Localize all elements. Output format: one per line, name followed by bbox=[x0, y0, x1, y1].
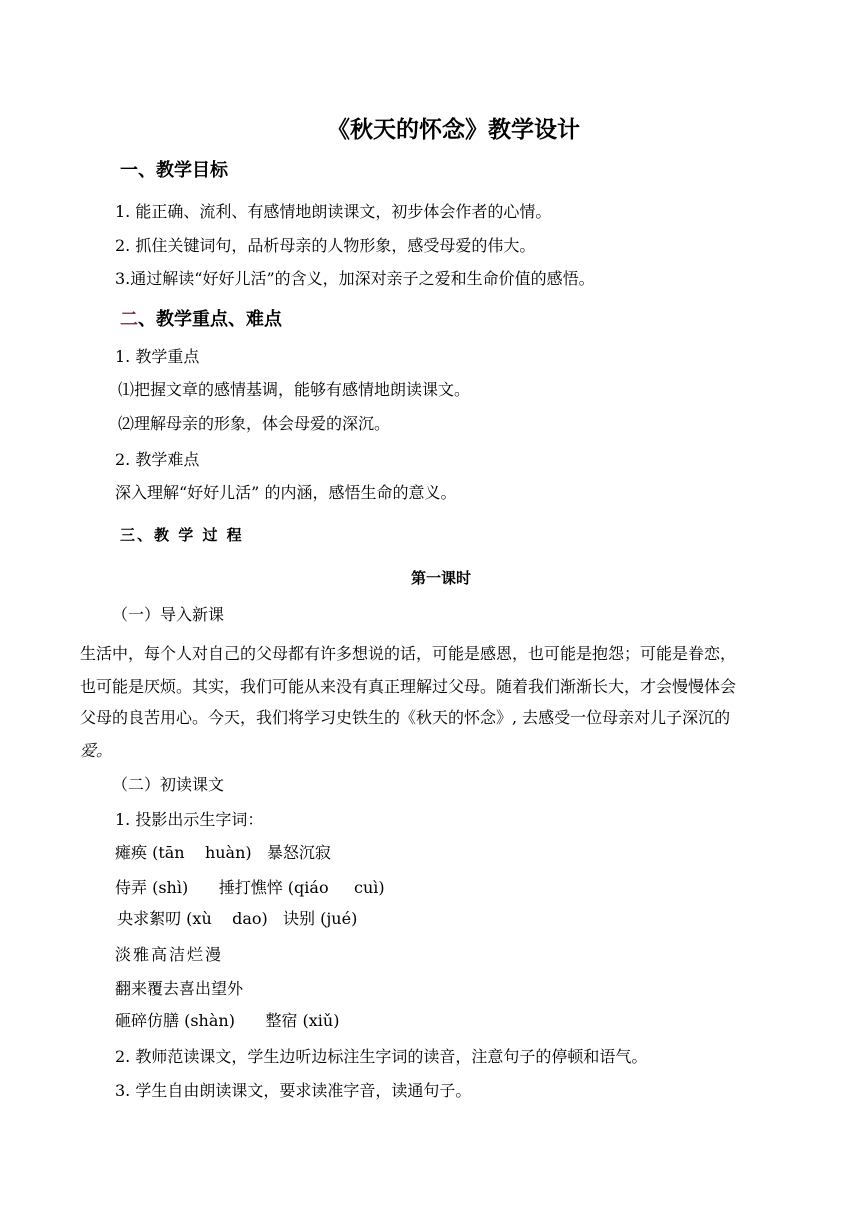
intro-paragraph-line-2: 也可能是厌烦。其实，我们可能从来没有真正理解过父母。随着我们渐渐长大，才会慢慢体会 bbox=[80, 677, 737, 696]
objective-item-1: 1. 能正确、流利、有感情地朗读课文，初步体会作者的心情。 bbox=[115, 202, 552, 221]
part-label-intro: （一）导入新课 bbox=[112, 605, 225, 624]
vocab-line-2: 侍弄 (shì) 捶打憔悴 (qiáo cuì) bbox=[115, 878, 385, 897]
key-point-item-2: ⑵理解母亲的形象，体会母爱的深沉。 bbox=[118, 414, 391, 433]
part-label-first-reading: （二）初读课文 bbox=[112, 775, 225, 794]
section-heading-key-points bbox=[120, 308, 282, 332]
difficulty-text: 深入理解“好好儿活” 的内涵，感悟生命的意义。 bbox=[115, 483, 457, 502]
step-3-text: 3. 学生自由朗读课文，要求读准字音，读通句子。 bbox=[115, 1081, 472, 1100]
vocab-line-3: 央求絮叨 (xù dao) 诀别 (jué) bbox=[112, 909, 358, 928]
step-2-text: 2. 教师范读课文，学生边听边标注生字词的读音，注意句子的停顿和语气。 bbox=[115, 1047, 648, 1066]
vocab-line-6: 砸碎仿膳 (shàn) 整宿 (xiǔ) bbox=[115, 1011, 340, 1030]
objective-item-3: 3.通过解读“好好儿活”的含义，加深对亲子之爱和生命价值的感悟。 bbox=[115, 269, 595, 288]
objective-item-2: 2. 抓住关键词句，品析母亲的人物形象，感受母爱的伟大。 bbox=[115, 236, 536, 255]
section-heading-objectives: 一、教学目标 bbox=[120, 160, 228, 181]
intro-paragraph-line-4: 爱。 bbox=[80, 741, 113, 760]
difficulty-label: 2. 教学难点 bbox=[115, 450, 200, 469]
lesson-title: 第一课时 bbox=[411, 569, 472, 587]
vocab-line-4: 淡雅高洁烂漫 bbox=[115, 945, 224, 964]
section-number: 二 bbox=[120, 309, 138, 330]
step-1-label: 1. 投影出示生字词： bbox=[115, 810, 264, 829]
vocab-line-5: 翻来覆去喜出望外 bbox=[115, 979, 244, 998]
intro-paragraph-line-3: 父母的良苦用心。今天，我们将学习史铁生的《秋天的怀念》, 去感受一位母亲对儿子深沉的 bbox=[80, 708, 731, 727]
section-heading-text: 、教学重点、难点 bbox=[138, 309, 282, 330]
key-point-item-1: ⑴把握文章的感情基调，能够有感情地朗读课文。 bbox=[118, 380, 471, 399]
intro-paragraph-line-1: 生活中，每个人对自己的父母都有许多想说的话，可能是感恩，也可能是抱怨；可能是眷恋， bbox=[80, 644, 737, 663]
vocab-line-1: 瘫痪 (tān huàn) 暴怒沉寂 bbox=[115, 843, 331, 862]
section-heading-process: 三、教 学 过 程 bbox=[120, 526, 244, 544]
key-points-label: 1. 教学重点 bbox=[115, 347, 200, 366]
document-title: 《秋天的怀念》教学设计 bbox=[327, 117, 580, 143]
